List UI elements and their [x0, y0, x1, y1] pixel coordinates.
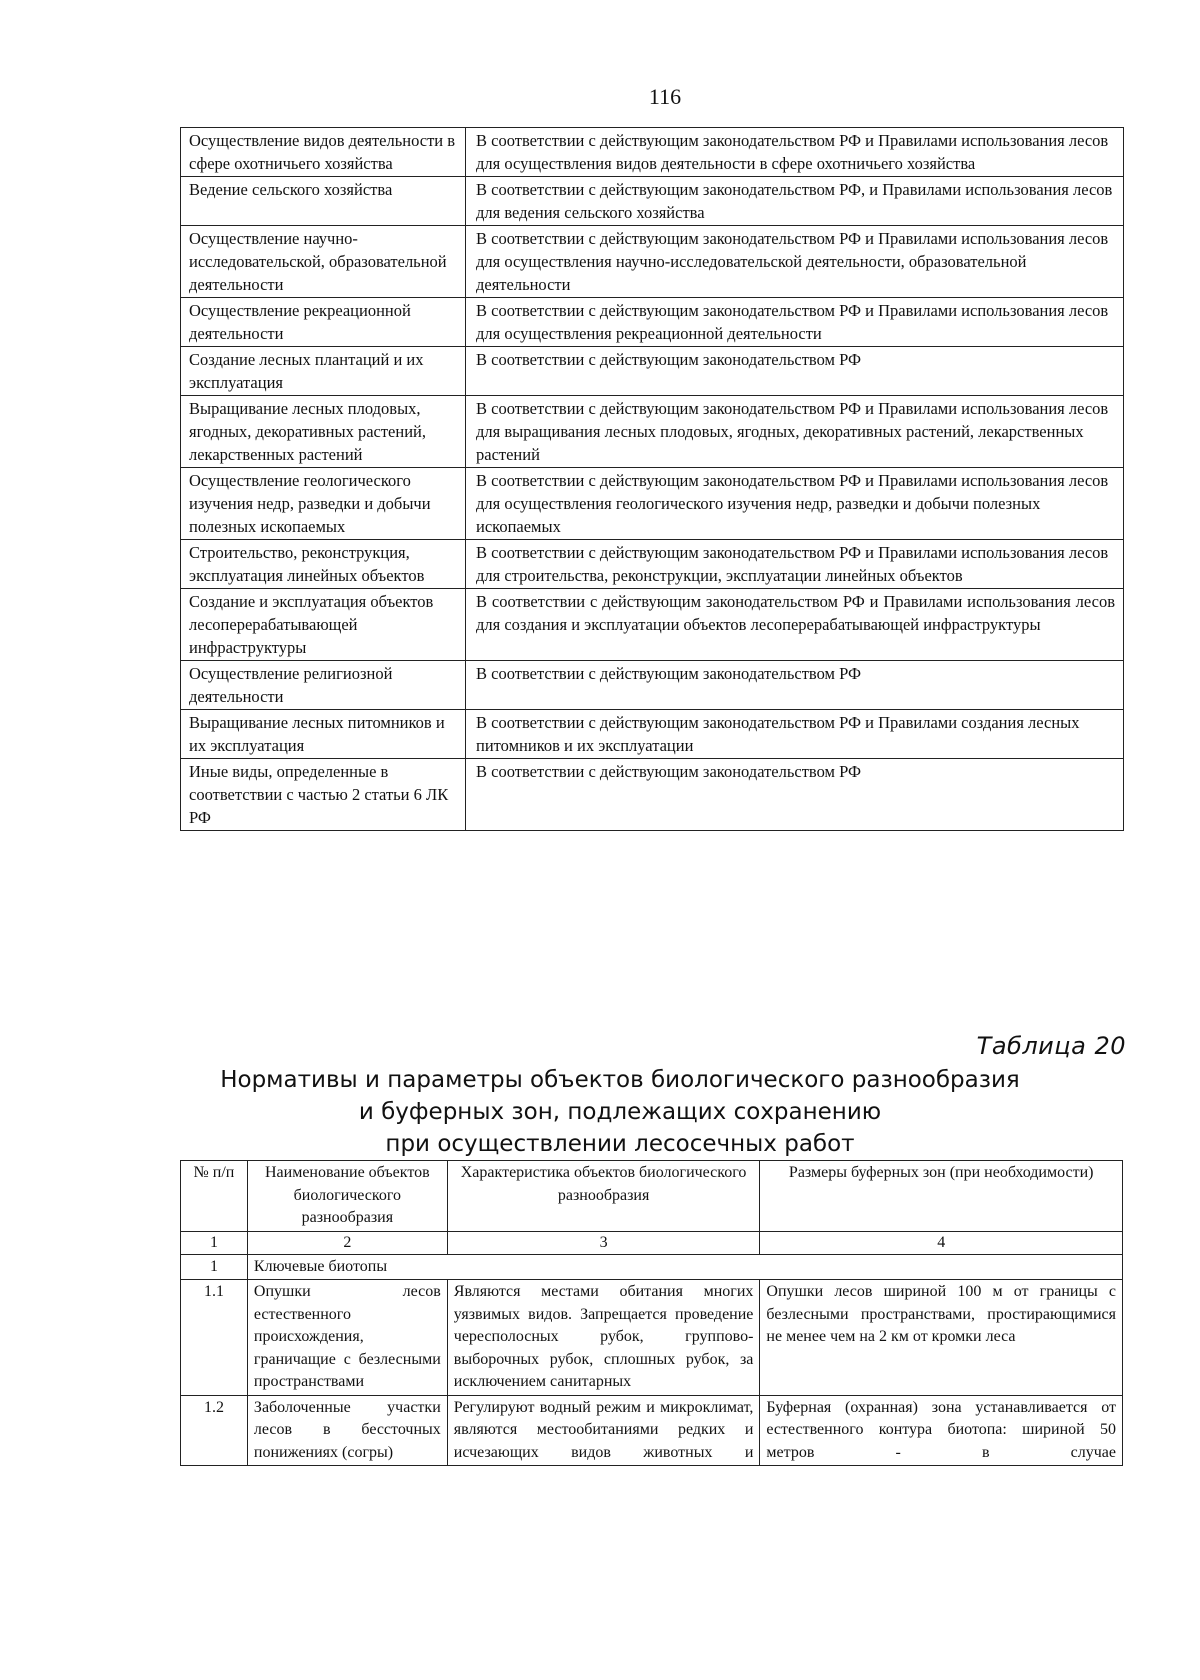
header-characteristic: Характеристика объектов биологического разнообразия: [447, 1161, 760, 1232]
rule-cell: В соответствии с действующим законодательством РФ и Правилами использования лесов для осуществления рекреационной деятельности: [466, 298, 1124, 347]
rule-cell: В соответствии с действующим законодательством РФ: [466, 661, 1124, 710]
section-num: 1: [181, 1254, 248, 1280]
table-row: [181, 468, 1124, 540]
table-row: [181, 298, 1124, 347]
activity-cell: Выращивание лесных питомников и их эксплуатация: [181, 710, 466, 759]
table-row: [181, 540, 1124, 589]
section-name: Ключевые биотопы: [247, 1254, 1122, 1280]
table-row: [181, 347, 1124, 396]
object-name: Опушки лесов естественного происхождения, граничащие с безлесными пространствами: [247, 1280, 447, 1396]
activity-cell: Создание и эксплуатация объектов лесоперерабатывающей инфраструктуры: [181, 589, 466, 661]
activity-cell: Осуществление геологического изучения недр, разведки и добычи полезных ископаемых: [181, 468, 466, 540]
activity-cell: Создание лесных плантаций и их эксплуатация: [181, 347, 466, 396]
activity-cell: Осуществление видов деятельности в сфере охотничьего хозяйства: [181, 128, 466, 177]
object-characteristic: Регулируют водный режим и микроклимат, являются местообитаниями редких и исчезающих видов животных и: [447, 1395, 760, 1466]
header-name: Наименование объектов биологического разнообразия: [247, 1161, 447, 1232]
column-number: 1: [181, 1231, 248, 1254]
table-title-line: Нормативы и параметры объектов биологического разнообразия: [220, 1067, 1020, 1093]
page-number: 116: [648, 84, 682, 109]
table-row: [181, 589, 1124, 661]
activity-cell: Осуществление рекреационной деятельности: [181, 298, 466, 347]
rule-cell: В соответствии с действующим законодательством РФ и Правилами использования лесов для осуществления видов деятельности в сфере охотничьего хозяйства: [466, 128, 1124, 177]
column-number-row: [181, 1231, 1123, 1254]
column-number: 3: [447, 1231, 760, 1254]
table-label: Таблица 20: [976, 1032, 1126, 1060]
buffer-size: Опушки лесов шириной 100 м от границы с безлесными пространствами, простирающимися не менее чем на 2 км от кромки леса: [760, 1280, 1123, 1396]
activity-cell: Ведение сельского хозяйства: [181, 177, 466, 226]
rule-cell: В соответствии с действующим законодательством РФ и Правилами использования лесов для выращивания лесных плодовых, ягодных, декоративных растений, лекарственных растений: [466, 396, 1124, 468]
activity-cell: Выращивание лесных плодовых, ягодных, декоративных растений, лекарственных растений: [181, 396, 466, 468]
table-row: [181, 1280, 1123, 1396]
buffer-size: Буферная (охранная) зона устанавливается от естественного контура биотопа: шириной 50 метров - в случае: [760, 1395, 1123, 1466]
biodiversity-objects-table: [180, 1160, 1123, 1466]
rule-cell: В соответствии с действующим законодательством РФ и Правилами использования лесов для осуществления геологического изучения недр, разведки и добычи полезных ископаемых: [466, 468, 1124, 540]
table-row: [181, 661, 1124, 710]
table-row: [181, 396, 1124, 468]
activity-cell: Осуществление религиозной деятельности: [181, 661, 466, 710]
rule-cell: В соответствии с действующим законодательством РФ и Правилами использования лесов для строительства, реконструкции, эксплуатации линейных объектов: [466, 540, 1124, 589]
table-row: [181, 759, 1124, 831]
rule-cell: В соответствии с действующим законодательством РФ и Правилами создания лесных питомников и их эксплуатации: [466, 710, 1124, 759]
object-characteristic: Являются местами обитания многих уязвимых видов. Запрещается проведение чересполосных рубок, группово-выборочных рубок, сплошных рубок, за исключением санитарных: [447, 1280, 760, 1396]
rule-cell: В соответствии с действующим законодательством РФ, и Правилами использования лесов для ведения сельского хозяйства: [466, 177, 1124, 226]
table-row: [181, 128, 1124, 177]
section-row: [181, 1254, 1123, 1280]
header-buffer: Размеры буферных зон (при необходимости): [760, 1161, 1123, 1232]
rule-cell: В соответствии с действующим законодательством РФ и Правилами использования лесов для осуществления научно-исследовательской деятельности, образовательной деятельности: [466, 226, 1124, 298]
activity-cell: Строительство, реконструкция, эксплуатация линейных объектов: [181, 540, 466, 589]
rule-cell: В соответствии с действующим законодательством РФ и Правилами использования лесов для создания и эксплуатации объектов лесоперерабатывающей инфраструктуры: [466, 589, 1124, 661]
row-num: 1.2: [181, 1395, 248, 1466]
table-title: [190, 1064, 1050, 1160]
table-row: [181, 177, 1124, 226]
table-row: [181, 1395, 1123, 1466]
table-row: [181, 226, 1124, 298]
forest-use-activities-table: [180, 127, 1124, 831]
table-title-line: при осуществлении лесосечных работ: [385, 1131, 855, 1157]
rule-cell: В соответствии с действующим законодательством РФ: [466, 759, 1124, 831]
table-row: [181, 710, 1124, 759]
header-row: [181, 1161, 1123, 1232]
table-title-line: и буферных зон, подлежащих сохранению: [358, 1099, 882, 1125]
object-name: Заболоченные участки лесов в бессточных понижениях (согры): [247, 1395, 447, 1466]
header-num: № п/п: [181, 1161, 248, 1232]
rule-cell: В соответствии с действующим законодательством РФ: [466, 347, 1124, 396]
column-number: 4: [760, 1231, 1123, 1254]
activity-cell: Иные виды, определенные в соответствии с частью 2 статьи 6 ЛК РФ: [181, 759, 466, 831]
activity-cell: Осуществление научно-исследовательской, образовательной деятельности: [181, 226, 466, 298]
row-num: 1.1: [181, 1280, 248, 1396]
column-number: 2: [247, 1231, 447, 1254]
